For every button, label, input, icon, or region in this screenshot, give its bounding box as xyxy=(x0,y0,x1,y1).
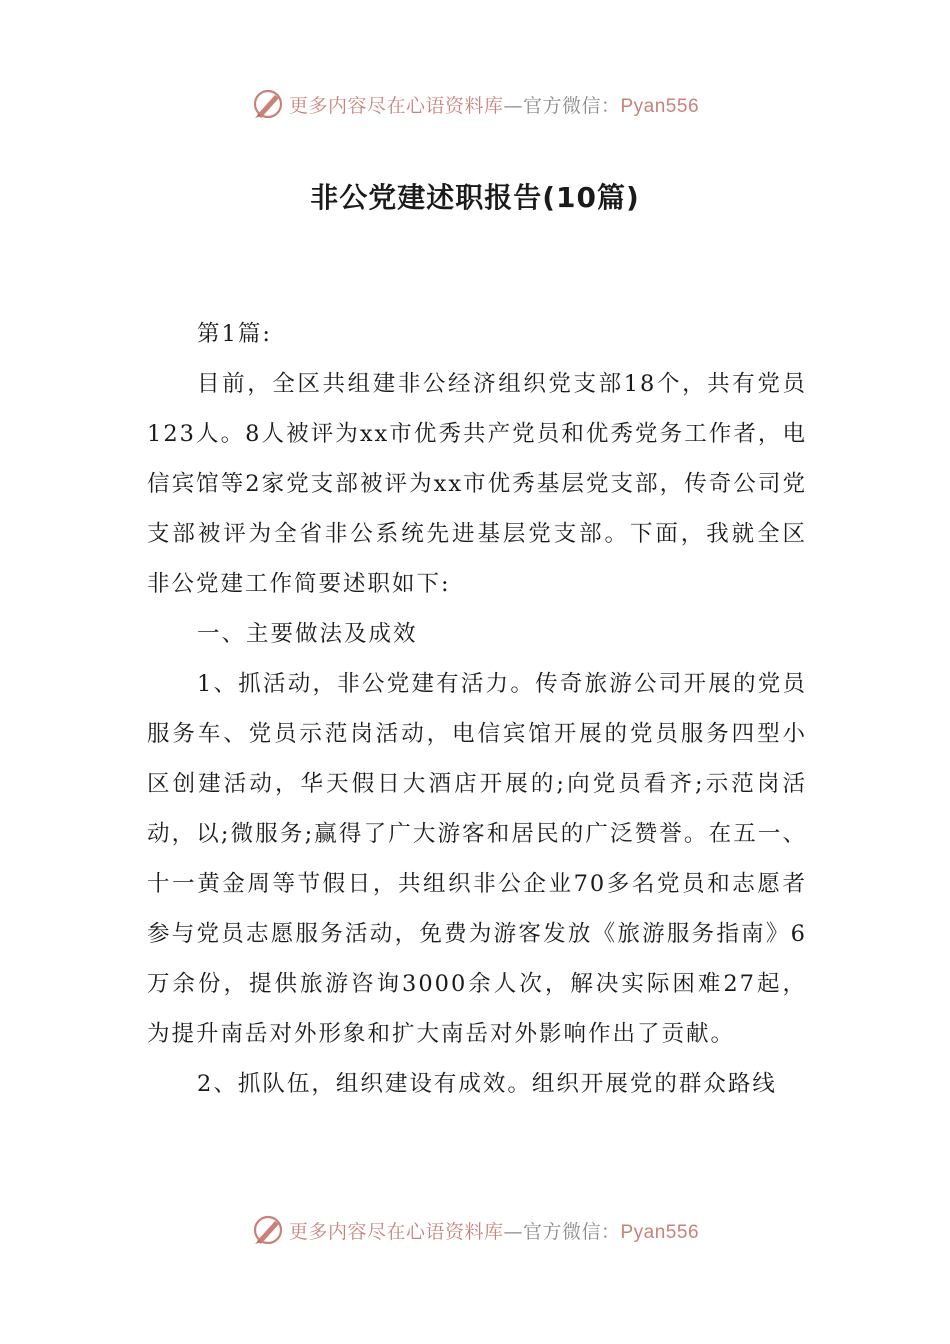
banner-label: 官方微信： xyxy=(522,1220,621,1243)
banner-main-text: 更多内容尽在心语资料库 xyxy=(288,1220,504,1243)
paragraph: 1、抓活动，非公党建有活力。传奇旅游公司开展的党员服务车、党员示范岗活动，电信宾馆开展的党员服务四型小区创建活动，华天假日大酒店开展的;向党员看齐;示范岗活动，以;微服务;赢得了广大游客和居民的广泛赞誉。在五一、十一黄金周等节假日，共组织非公企业70多名党员和志愿者参与党员志愿服务活动，免费为游客发放《旅游服务指南》6万余份，提供旅游咨询3000余人次，解决实际困难27起，为提升南岳对外形象和扩大南岳对外影响作出了贡献。 xyxy=(147,671,807,1047)
header-banner xyxy=(0,84,950,124)
banner-wechat-id: Pyan556 xyxy=(620,1221,700,1243)
banner-text xyxy=(289,91,699,118)
banner-main-text: 更多内容尽在心语资料库 xyxy=(288,94,504,117)
subheading: 一、主要做法及成效 xyxy=(197,621,418,647)
pen-logo-icon xyxy=(251,1213,285,1247)
banner-wechat-id: Pyan556 xyxy=(620,95,700,117)
page-title: 非公党建述职报告(10篇) xyxy=(310,181,640,214)
section-heading: 第1篇: xyxy=(197,321,272,347)
paragraph: 目前，全区共组建非公经济组织党支部18个，共有党员123人。8人被评为xx市优秀共产党员和优秀党务工作者，电信宾馆等2家党支部被评为xx市优秀基层党支部，传奇公司党支部被评为全省非公系统先进基层党支部。下面，我就全区非公党建工作简要述职如下: xyxy=(147,371,807,597)
banner-label: 官方微信： xyxy=(522,94,621,117)
footer-banner xyxy=(0,1210,950,1250)
banner-dash: — xyxy=(503,94,523,117)
document-body xyxy=(147,309,807,1109)
paragraph: 2、抓队伍，组织建设有成效。组织开展党的群众路线 xyxy=(197,1071,777,1097)
pen-logo-icon xyxy=(251,87,285,121)
banner-dash: — xyxy=(503,1220,523,1243)
banner-text xyxy=(289,1217,699,1244)
